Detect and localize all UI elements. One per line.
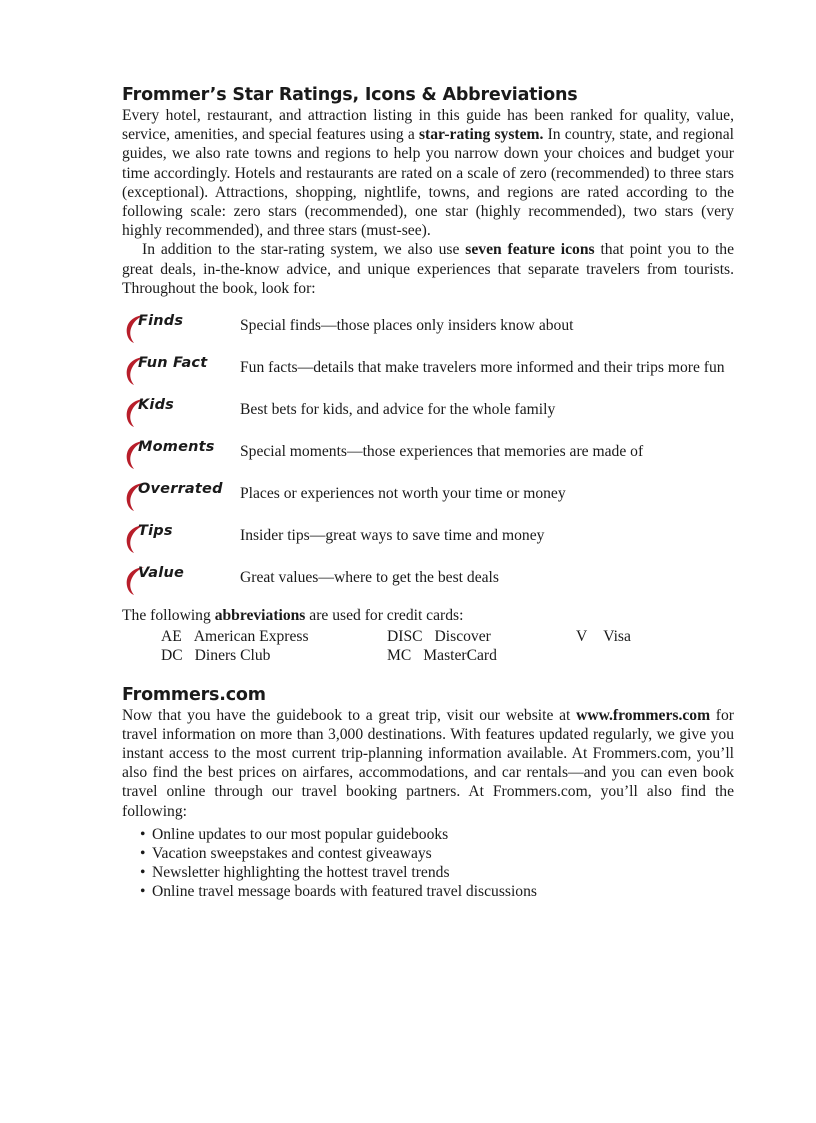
- feature-icons-list: [122, 312, 734, 594]
- tips-icon: Tips: [122, 522, 240, 552]
- kids-icon: Kids: [122, 396, 240, 426]
- abbr-code: V: [576, 628, 588, 646]
- abbr-intro-a: The following: [122, 607, 215, 625]
- list-item: • Newsletter highlighting the hottest travel trends: [140, 863, 734, 882]
- list-item: • Vacation sweepstakes and contest giveaways: [140, 844, 734, 863]
- feature-description: Places or experiences not worth your time or money: [240, 485, 566, 503]
- feature-row: [122, 480, 734, 510]
- feature-row: [122, 396, 734, 426]
- fun-fact-icon: Fun Fact: [122, 354, 240, 384]
- feature-description: Insider tips—great ways to save time and money: [240, 527, 545, 545]
- feature-row: [122, 354, 734, 384]
- abbreviations-intro: [122, 606, 734, 625]
- abbr-code: AE: [161, 628, 182, 646]
- abbr-code: DC: [161, 647, 183, 665]
- frommers-text-b: for travel information on more than 3,000 destinations. With features updated regularly, we give you instant access to the most current trip-planning information available. At Frommers.com, you’ll also find the best prices on airfares, accommodations, and car rentals—and you can even book travel online through our travel booking partners. At Frommers.com, you’ll also find the following:: [122, 706, 734, 820]
- abbr-code: MC: [387, 647, 412, 665]
- p1-text-a: Every hotel, restaurant, and attraction listing in this guide has been ranked for quality, value, service, amenities, and special features using a: [122, 107, 734, 144]
- overrated-icon: Overrated: [122, 480, 240, 510]
- feature-description: Great values—where to get the best deals: [240, 569, 499, 587]
- abbr-entry: [387, 627, 576, 646]
- abbr-entry: [161, 627, 387, 646]
- moments-icon: Moments: [122, 438, 240, 468]
- page: [122, 84, 734, 902]
- abbr-intro-b: are used for credit cards:: [305, 607, 464, 625]
- frommers-paragraph: [122, 706, 734, 821]
- finds-icon: Finds: [122, 312, 240, 342]
- frommers-section: [122, 684, 734, 902]
- p2-text-a: In addition to the star-rating system, we also use: [142, 241, 466, 259]
- frommers-text-a: Now that you have the guidebook to a great trip, visit our website at: [122, 706, 577, 724]
- abbr-row: [122, 627, 734, 646]
- feature-description: Best bets for kids, and advice for the whole family: [240, 401, 556, 419]
- p1-text-b: In country, state, and regional guides, we also rate towns and regions to help you narrow down your choices and budget your time accordingly. Hotels and restaurants are rated on a scale of zero (recommended) to three stars (exceptional). Attractions, shopping, nightlife, towns, and regions are rated according to the following scale: zero stars (recommended), one star (highly recommended), two stars (very highly recommended), and three stars (must-see).: [122, 126, 734, 240]
- abbr-row: [122, 646, 734, 665]
- frommers-bullet-list: [122, 825, 734, 902]
- p1-bold: star-rating system.: [418, 126, 544, 144]
- feature-row: [122, 438, 734, 468]
- abbr-intro-bold: abbreviations: [214, 607, 306, 625]
- feature-description: Special moments—those experiences that memories are made of: [240, 443, 644, 461]
- abbr-code: DISC: [387, 628, 423, 646]
- ratings-paragraph-2: [122, 240, 734, 298]
- feature-description: Fun facts—details that make travelers more informed and their trips more fun: [240, 359, 725, 377]
- list-item: • Online travel message boards with featured travel discussions: [140, 882, 734, 901]
- p2-bold: seven feature icons: [465, 241, 595, 259]
- frommers-url: www.frommers.com: [576, 706, 711, 724]
- abbr-name: Discover: [434, 628, 491, 646]
- abbreviations-table: [122, 627, 734, 665]
- feature-row: [122, 312, 734, 342]
- list-item: • Online updates to our most popular guidebooks: [140, 825, 734, 844]
- feature-row: [122, 564, 734, 594]
- frommers-heading: Frommers.com: [122, 684, 266, 705]
- abbr-name: MasterCard: [423, 647, 497, 665]
- feature-description: Special finds—those places only insiders know about: [240, 317, 574, 335]
- abbr-name: Diners Club: [194, 647, 271, 665]
- abbr-entry: [576, 627, 631, 646]
- value-icon: Value: [122, 564, 240, 594]
- ratings-heading: Frommer’s Star Ratings, Icons & Abbreviations: [122, 85, 578, 105]
- abbr-entry: [387, 646, 576, 665]
- abbr-name: Visa: [603, 628, 631, 646]
- abbr-entry: [161, 646, 387, 665]
- ratings-paragraph-1: [122, 106, 734, 240]
- feature-row: [122, 522, 734, 552]
- abbr-name: American Express: [193, 628, 309, 646]
- p2-text-b: that point you to the great deals, in-the-know advice, and unique experiences that separate travelers from tourists. Throughout the book, look for:: [122, 241, 734, 297]
